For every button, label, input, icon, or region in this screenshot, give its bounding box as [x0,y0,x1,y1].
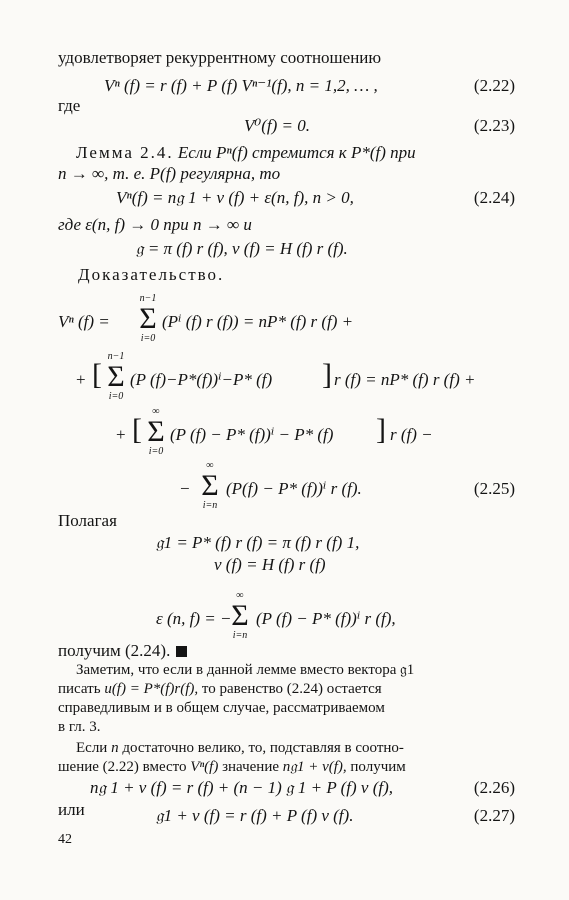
text-span: то равенство (2.24) остается [201,681,382,697]
equation-2-24: Vⁿ(f) = n𝔤 1 + v (f) + ε(n, f), n > 0, [116,188,354,207]
definition-g1: 𝔤1 = P* (f) r (f) = π (f) r (f) 1, [156,533,360,552]
text-span: Если [76,740,108,756]
equation-2-25-rhs: (P(f) − P* (f))ⁱ r (f). [226,479,362,498]
sum-upper-limit: ∞ [152,406,160,417]
equation-2-25-lhs: Vⁿ (f) = [58,312,110,331]
equation-number: (2.26) [473,778,515,797]
proof-heading: Доказательство. [78,265,225,284]
text-span: получим (2.24). [58,641,171,660]
sigma-symbol: Σ [147,415,165,448]
formula-inline: n𝔤1 + v(f), [282,759,347,775]
sigma-symbol: Σ [201,469,219,502]
qed-square [176,646,187,657]
equation-2-25-inner: (P (f) − P* (f))ⁱ − P* (f) [170,425,334,444]
equation-2-25-inner: (P (f)−P*(f))ⁱ−P* (f) [130,370,273,389]
lemma-text: n → ∞, т. е. P(f) регулярна, то [58,164,281,183]
equation-2-25-rhs: r (f) = nP* (f) r (f) + [334,370,476,389]
text-line: Полагая [58,511,117,530]
sum-upper-limit: n−1 [139,293,157,304]
definition-epsilon-lhs: ε (n, f) = − [156,609,232,628]
formula-inline: Vⁿ(f) [190,759,219,775]
sum-upper-limit: ∞ [236,590,244,601]
left-bracket: [ [92,358,102,391]
right-bracket: ] [322,358,332,391]
paragraph-line [58,679,382,699]
text-line: или [58,800,85,819]
minus-sign: − [180,479,190,498]
equation-number: (2.25) [473,479,515,498]
text-line: удовлетворяет рекуррентному соотношению [58,48,382,67]
paragraph-line: справедливым и в общем случае, рассматриваемом [58,700,385,716]
lemma-heading: Лемма 2.4. [76,143,174,162]
definition-epsilon-rhs: (P (f) − P* (f))ⁱ r (f), [256,609,396,628]
equation-number: (2.23) [473,116,515,135]
sum-operator [198,461,222,511]
sum-lower-limit: i=n [232,630,248,641]
sum-lower-limit: i=0 [148,446,164,457]
sum-upper-limit: n−1 [107,351,125,362]
text-span: писать [58,681,101,697]
plus-sign: + [76,370,86,389]
equation-number: (2.27) [473,806,515,825]
equation-2-27: 𝔤1 + v (f) = r (f) + P (f) v (f). [156,806,354,825]
paragraph-line [76,738,404,758]
equation-2-26: n𝔤 1 + v (f) = r (f) + (n − 1) 𝔤 1 + P (f) v (f), [90,778,394,797]
sum-operator [104,352,128,402]
text-span: получим [350,759,406,775]
equation-number: (2.24) [473,188,515,207]
lemma-text: Если Pⁿ(f) стремится к P*(f) при [177,143,416,162]
sum-upper-limit: ∞ [206,460,214,471]
page-number: 42 [58,832,72,847]
equation-number: (2.22) [473,76,515,95]
formula-inline: u(f) = P*(f)r(f), [104,681,199,697]
text-span: значение [222,759,280,775]
right-bracket: ] [376,413,386,446]
text-span: достаточно велико, то, подставляя в соотно- [122,740,404,756]
paragraph-line: Заметим, что если в данной лемме вместо вектора 𝔤1 [76,662,415,678]
sum-lower-limit: i=0 [140,333,156,344]
paragraph-line: в гл. 3. [58,719,101,735]
paragraph-line [58,757,406,777]
equation-2-23: V⁰(f) = 0. [244,116,310,135]
text-span: шение (2.22) вместо [58,759,187,775]
left-bracket: [ [132,413,142,446]
definition-g-v: 𝔤 = π (f) r (f), v (f) = H (f) r (f). [136,239,348,258]
sum-operator [136,294,160,344]
formula-inline: n [111,740,119,756]
sum-operator [144,407,168,457]
sigma-symbol: Σ [231,599,249,632]
text-line: где [58,96,81,115]
sum-lower-limit: i=n [202,500,218,511]
sigma-symbol: Σ [107,360,125,393]
equation-2-25-rhs: (Pⁱ (f) r (f)) = nP* (f) r (f) + [162,312,354,331]
sum-operator [228,591,252,641]
plus-sign: + [116,425,126,444]
definition-v: v (f) = H (f) r (f) [214,555,326,574]
text-line [58,641,187,661]
equation-2-25-rhs: r (f) − [390,425,433,444]
lemma-statement [76,143,416,163]
sum-lower-limit: i=0 [108,391,124,402]
sigma-symbol: Σ [139,302,157,335]
text-line: где ε(n, f) → 0 при n → ∞ и [58,215,252,234]
equation-2-22: Vⁿ (f) = r (f) + P (f) Vⁿ⁻¹(f), n = 1,2, … , [104,76,378,95]
